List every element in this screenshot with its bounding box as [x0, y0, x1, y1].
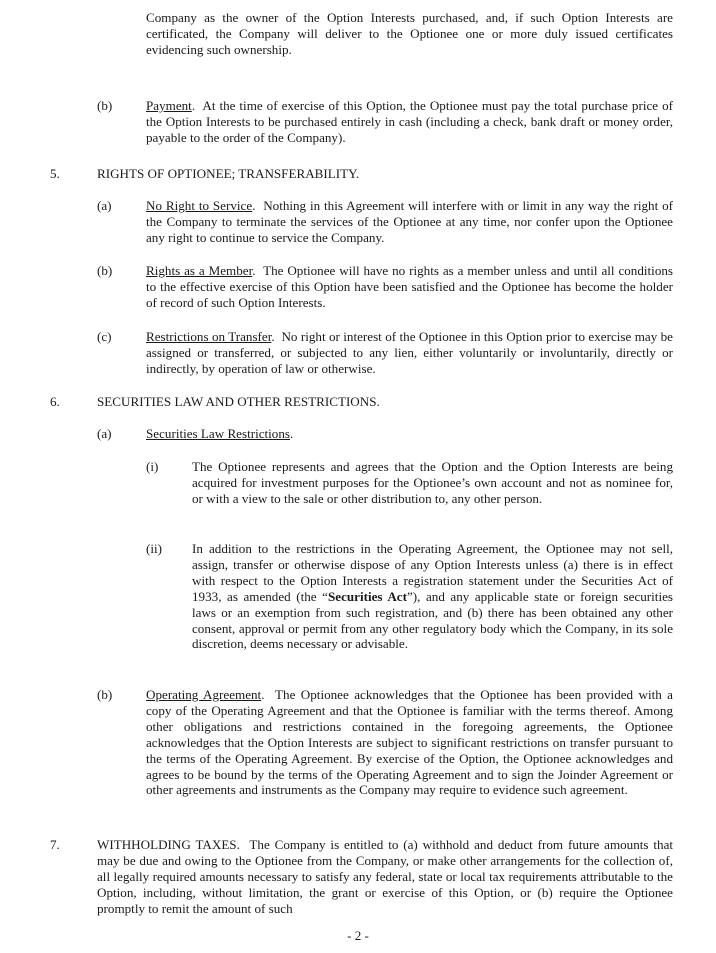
section-5c-paragraph: Restrictions on Transfer. No right or interest of the Optionee in this Option prior to exercise may be assigned or transferred, or subjected to any lien, either voluntarily or involuntarily, directly or indirectly, by operation of law or otherwise.	[146, 329, 673, 376]
section-5b-label: (b)	[97, 263, 113, 278]
section-5b-heading: Rights as a Member	[146, 263, 253, 278]
section-6a-heading: Securities Law Restrictions	[146, 426, 290, 441]
section-5b-paragraph: Rights as a Member. The Optionee will have no rights as a member unless and until all conditions to the effective exercise of this Option have been satisfied and the Optionee has become the holder of record of such Option Interests.	[146, 263, 674, 310]
section-6aii-label: (ii)	[146, 541, 162, 556]
section-6a-label: (a)	[97, 426, 112, 441]
section-6b-paragraph: Operating Agreement. The Optionee acknowledges that the Optionee has been provided with a copy of the Operating Agreement and that the Optionee is familiar with the terms thereof. Among other obligations and restrictions contained in the foregoing agreements, the Optionee acknowledges that the Option Interests are subject to significant restrictions on transfer pursuant to the terms of the Operating Agreement. By exercise of the Option, the Optionee acknowledges and agrees to be bound by the terms of the Operating Agreement and to sign the Joinder Agreement or other agreements and instruments as the Company may require to evidence such agreement.	[146, 687, 673, 798]
section-6b-label: (b)	[97, 687, 113, 702]
section-6ai-paragraph: The Optionee represents and agrees that the Option and the Option Interests are being acquired for investment purposes for the Optionee’s own account and not as nominee for, or with a view to the sale or other distribution to, any other person.	[192, 459, 673, 506]
section-7-paragraph: WITHHOLDING TAXES. The Company is entitled to (a) withhold and deduct from future amounts that may be due and owing to the Optionee from the Company, or make other arrangements for the collection of, all legally required amounts necessary to satisfy any federal, state or local tax requirements attributable to the Option, including, without limitation, the grant or exercise of this Option, or (b) require the Optionee promptly to remit the amount of such	[97, 837, 674, 916]
section-7-number: 7.	[50, 837, 60, 852]
section-7-heading: WITHHOLDING TAXES.	[97, 837, 240, 852]
section-4b-heading: Payment	[146, 98, 192, 113]
section-4b-paragraph: Payment. At the time of exercise of this Option, the Optionee must pay the total purchase price of the Option Interests to be purchased entirely in cash (including a check, bank draft or money order, payable to the order of the Company).	[146, 98, 673, 145]
section-5c-label: (c)	[97, 329, 112, 344]
section-6-number: 6.	[50, 394, 60, 409]
section-6aii-paragraph: In addition to the restrictions in the Operating Agreement, the Optionee may not sell, assign, transfer or otherwise dispose of any Option Interests unless (a) there is in effect with respect to the Option Interests a registration statement under the Securities Act of 1933, as amended (the “Securities Act”), and any applicable state or foreign securities laws or an exemption from such registration, and (b) there has been obtained any other consent, approval or permit from any other regulatory body which the Company, in its sole discretion, deems necessary or advisable.	[192, 541, 673, 652]
section-5-number: 5.	[50, 166, 60, 181]
section-6-heading: SECURITIES LAW AND OTHER RESTRICTIONS.	[97, 394, 380, 409]
section-4b-label: (b)	[97, 98, 113, 113]
continuation-paragraph: Company as the owner of the Option Interests purchased, and, if such Option Interests are certificated, the Company will deliver to the Optionee one or more duly issued certificates evidencing such ownership.	[146, 10, 673, 57]
section-5a-heading: No Right to Service	[146, 198, 253, 213]
section-5-heading: RIGHTS OF OPTIONEE; TRANSFERABILITY.	[97, 166, 360, 181]
section-6b-heading: Operating Agreement	[146, 687, 262, 702]
section-5a-label: (a)	[97, 198, 112, 213]
section-6ai-label: (i)	[146, 459, 159, 474]
section-6a-heading-line: Securities Law Restrictions.	[146, 426, 294, 441]
page-number: - 2 -	[347, 928, 369, 943]
securities-act-defined-term: Securities Act	[327, 588, 407, 604]
section-5a-paragraph: No Right to Service. Nothing in this Agreement will interfere with or limit in any way the right of the Company to terminate the services of the Optionee at any time, nor confer upon the Optionee any right to continue to service the Company.	[146, 198, 673, 245]
section-5c-heading: Restrictions on Transfer	[146, 329, 272, 344]
